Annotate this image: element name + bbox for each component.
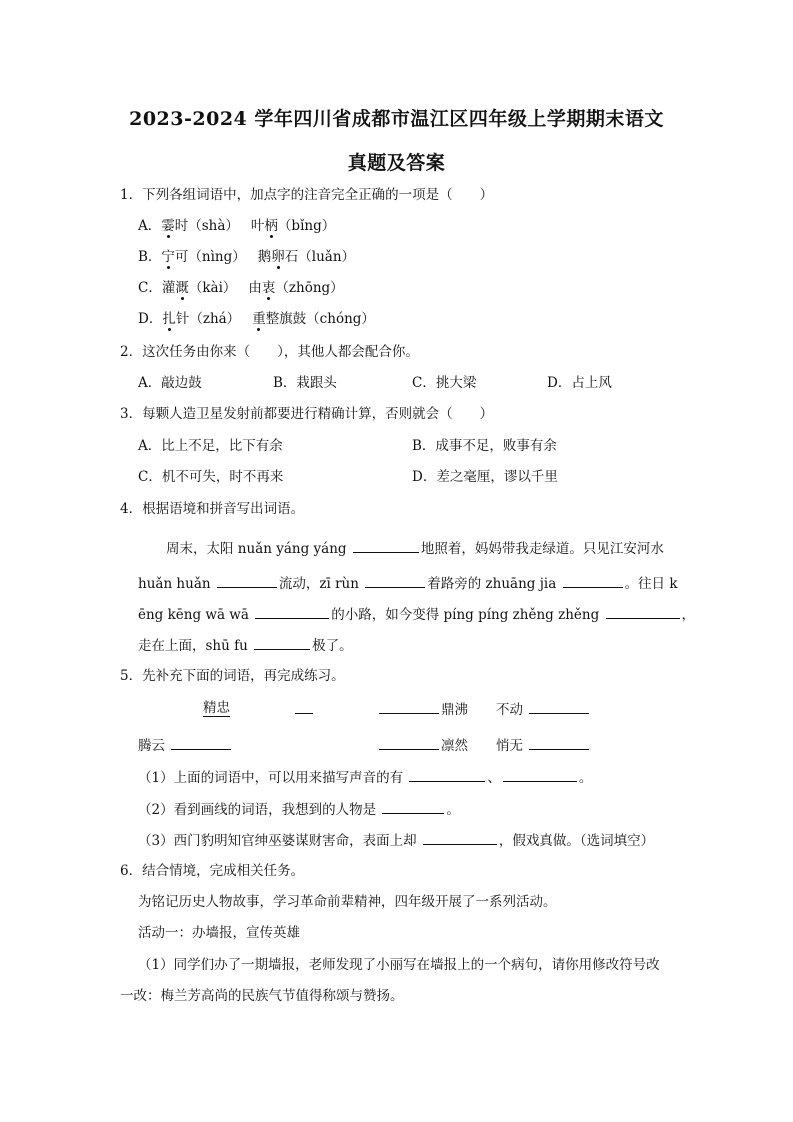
q3-stem: 3．每颗人造卫星发射前都要进行精确计算，否则就会（ ） (120, 406, 494, 422)
option-label: C． (138, 280, 162, 296)
option-text: 可（nìng） (174, 249, 246, 265)
q4-stem: 4．根据语境和拼音写出词语。 (120, 501, 305, 517)
option-text: 时（shà） (174, 218, 239, 234)
answer-blank[interactable] (379, 699, 439, 714)
q5-word-3 (496, 699, 591, 719)
q4-text: 着路旁的 zhuāng jia (427, 576, 557, 592)
q4-text: 极了。 (312, 638, 353, 654)
q4-text: 流动，zī rùn (278, 576, 359, 592)
q2-option-b: B．栽跟头 (273, 375, 337, 391)
q4-line2 (138, 573, 678, 593)
answer-blank[interactable] (409, 767, 485, 782)
q5-word-1 (203, 699, 230, 717)
q5-sub-1 (138, 767, 592, 787)
q4-text: ēng kēng wā wā (138, 607, 249, 623)
dotted-char: 卵 (271, 249, 285, 265)
answer-blank[interactable] (295, 699, 313, 714)
q4-line1 (166, 538, 664, 558)
q5-word-6 (496, 735, 591, 755)
option-label: D． (138, 311, 163, 327)
answer-blank[interactable] (423, 830, 497, 845)
answer-blank[interactable] (503, 767, 577, 782)
q5-text: （1）上面的词语中，可以用来描写声音的有 (138, 770, 404, 786)
q5-word-5 (379, 735, 468, 755)
option-text: 整旗鼓（chóng） (265, 311, 375, 327)
q6-stem: 6．结合情境，完成相关任务。 (120, 863, 305, 879)
dotted-char: 宁 (161, 249, 175, 265)
q5-word-2 (379, 699, 468, 719)
q6-activity-1: 活动一：办墙报，宣传英雄 (138, 925, 300, 941)
q2-stem: 2．这次任务由你来（ ），其他人都会配合你。 (120, 344, 419, 360)
answer-blank[interactable] (382, 799, 444, 814)
answer-blank[interactable] (379, 735, 439, 750)
q2-option-a: A．敲边鼓 (138, 375, 202, 391)
dotted-char: 柄 (264, 218, 278, 234)
q3-option-b: B．成事不足，败事有余 (412, 438, 557, 454)
q5-text: 。 (446, 802, 460, 818)
q5-sub-3 (138, 830, 654, 850)
q1-option-b (138, 248, 355, 266)
option-text: 石（luǎn） (284, 249, 356, 265)
q5-word: 鼎沸 (441, 702, 468, 718)
answer-blank[interactable] (563, 573, 623, 588)
option-text: 鹅 (257, 249, 272, 265)
dotted-char: 扎 (162, 311, 176, 327)
q5-text: （2）看到画线的词语，我想到的人物是 (138, 802, 377, 818)
answer-blank[interactable] (529, 735, 589, 750)
q5-text: ，假戏真做。（选词填空） (498, 833, 655, 849)
q2-option-c: C．挑大梁 (412, 375, 477, 391)
q4-text: 的小路，如今变得 píng píng zhěng zhěng (331, 607, 600, 623)
q4-line3 (138, 604, 695, 624)
answer-blank[interactable] (353, 538, 419, 553)
option-text: （zhōng） (275, 280, 344, 296)
answer-blank[interactable] (365, 573, 425, 588)
q4-text: huǎn huǎn (138, 576, 211, 592)
q5-word: 不动 (496, 702, 523, 718)
q3-option-d: D．差之毫厘，谬以千里 (412, 469, 558, 485)
answer-blank[interactable] (529, 699, 589, 714)
document-title-line1: 2023-2024 学年四川省成都市温江区四年级上学期期末语文 (129, 108, 664, 130)
q4-line4 (138, 635, 353, 655)
answer-blank[interactable] (171, 735, 231, 750)
q4-text: ， (681, 607, 696, 623)
q6-task-1-line2: 一改：梅兰芳高尚的民族气节值得称颂与赞扬。 (120, 988, 404, 1004)
q4-text: 周末，太阳 nuǎn yáng yáng (166, 541, 347, 557)
q5-text: （3）西门豹明知官绅巫婆谋财害命，表面上却 (138, 833, 417, 849)
dotted-char: 霎 (161, 218, 175, 234)
q5-word: 悄无 (496, 738, 523, 754)
option-text: 由 (248, 280, 262, 296)
q1-option-d (138, 310, 375, 328)
q4-text: 。往日 k (624, 576, 678, 592)
q1-option-c (138, 279, 344, 297)
answer-blank[interactable] (606, 604, 680, 619)
q3-option-c: C．机不可失，时不再来 (138, 469, 284, 485)
answer-blank[interactable] (255, 604, 329, 619)
document-title-line2: 真题及答案 (347, 152, 446, 174)
option-label: B． (138, 249, 162, 265)
q5-stem: 5．先补充下面的词语，再完成练习。 (120, 668, 345, 684)
option-text: 灌 (161, 280, 176, 296)
answer-blank[interactable] (254, 635, 310, 650)
q5-word: 凛然 (441, 738, 468, 754)
q2-option-d: D．占上风 (547, 375, 612, 391)
option-text: 叶 (250, 218, 265, 234)
option-label: A． (138, 218, 162, 234)
q5-word: 腾云 (138, 738, 165, 754)
dotted-char: 溉 (175, 280, 189, 296)
q5-text: 、 (487, 770, 501, 786)
answer-blank[interactable] (217, 573, 277, 588)
q6-intro: 为铭记历史人物故事，学习革命前辈精神，四年级开展了一系列活动。 (138, 894, 557, 910)
q4-text: 走在上面，shū fu (138, 638, 248, 654)
option-text: 针（zhá） (175, 311, 241, 327)
q6-task-1-line1: （1）同学们办了一期墙报，老师发现了小丽写在墙报上的一个病句，请你用修改符号改 (138, 957, 660, 973)
q5-word-4 (138, 735, 233, 755)
q1-stem: 1．下列各组词语中，加点字的注音完全正确的一项是（ ） (120, 187, 494, 203)
dotted-char: 衷 (261, 280, 276, 296)
q5-sub-2 (138, 799, 460, 819)
q3-option-a: A．比上不足，比下有余 (138, 438, 283, 454)
q5-text: 。 (578, 770, 593, 786)
dotted-char: 重 (252, 311, 266, 327)
option-text: （kài） (188, 280, 237, 296)
option-text: （bǐng） (277, 218, 336, 234)
underlined-word: 精忠 (203, 700, 230, 716)
q1-option-a (138, 217, 335, 235)
q4-text: 地照着，妈妈带我走绿道。只见江安河水 (420, 541, 664, 557)
